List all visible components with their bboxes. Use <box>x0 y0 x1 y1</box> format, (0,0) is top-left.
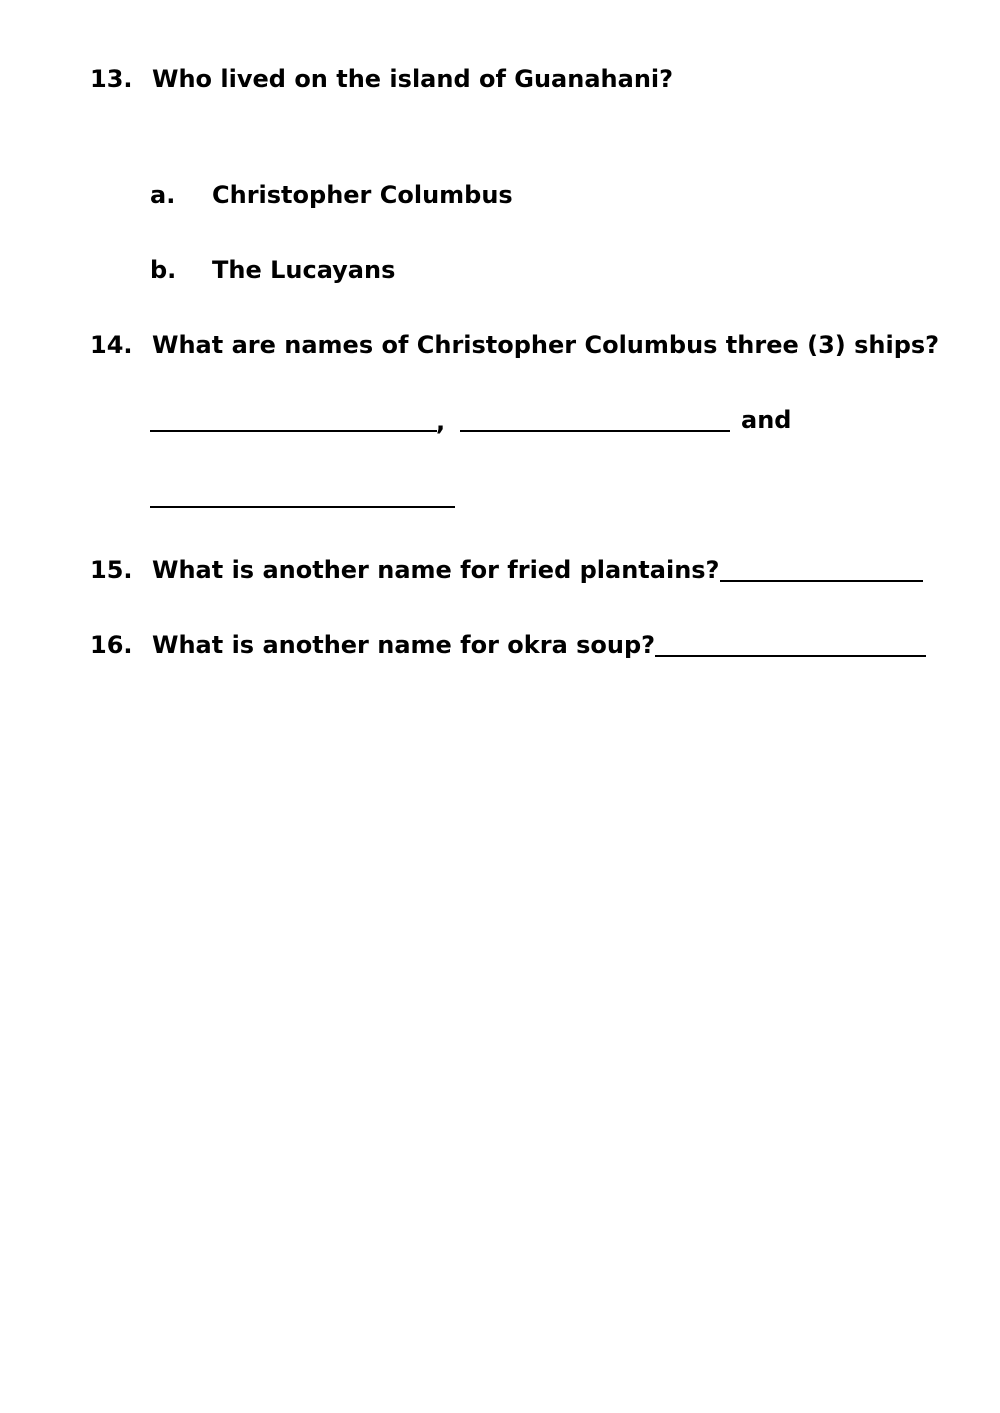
answer-blank-q16[interactable] <box>655 655 926 657</box>
answer-blank-ship-3[interactable] <box>150 506 455 508</box>
question-number: 15. <box>90 556 133 584</box>
question-text: What is another name for okra soup? <box>152 631 656 659</box>
question-number: 14. <box>90 331 133 359</box>
question-text: What is another name for fried plantains? <box>152 556 720 584</box>
answer-blank-q15[interactable] <box>720 580 923 582</box>
option-letter: b. <box>150 256 177 284</box>
blank-separator-comma: , <box>436 408 446 436</box>
blank-connector-and: and <box>741 406 792 434</box>
answer-blank-ship-2[interactable] <box>460 430 730 432</box>
question-number: 16. <box>90 631 133 659</box>
option-text: The Lucayans <box>212 256 396 284</box>
question-text: Who lived on the island of Guanahani? <box>152 65 674 93</box>
question-text: What are names of Christopher Columbus three (3) ships? <box>152 331 940 359</box>
option-letter: a. <box>150 181 176 209</box>
answer-blank-ship-1[interactable] <box>150 430 437 432</box>
option-text: Christopher Columbus <box>212 181 513 209</box>
question-number: 13. <box>90 65 133 93</box>
